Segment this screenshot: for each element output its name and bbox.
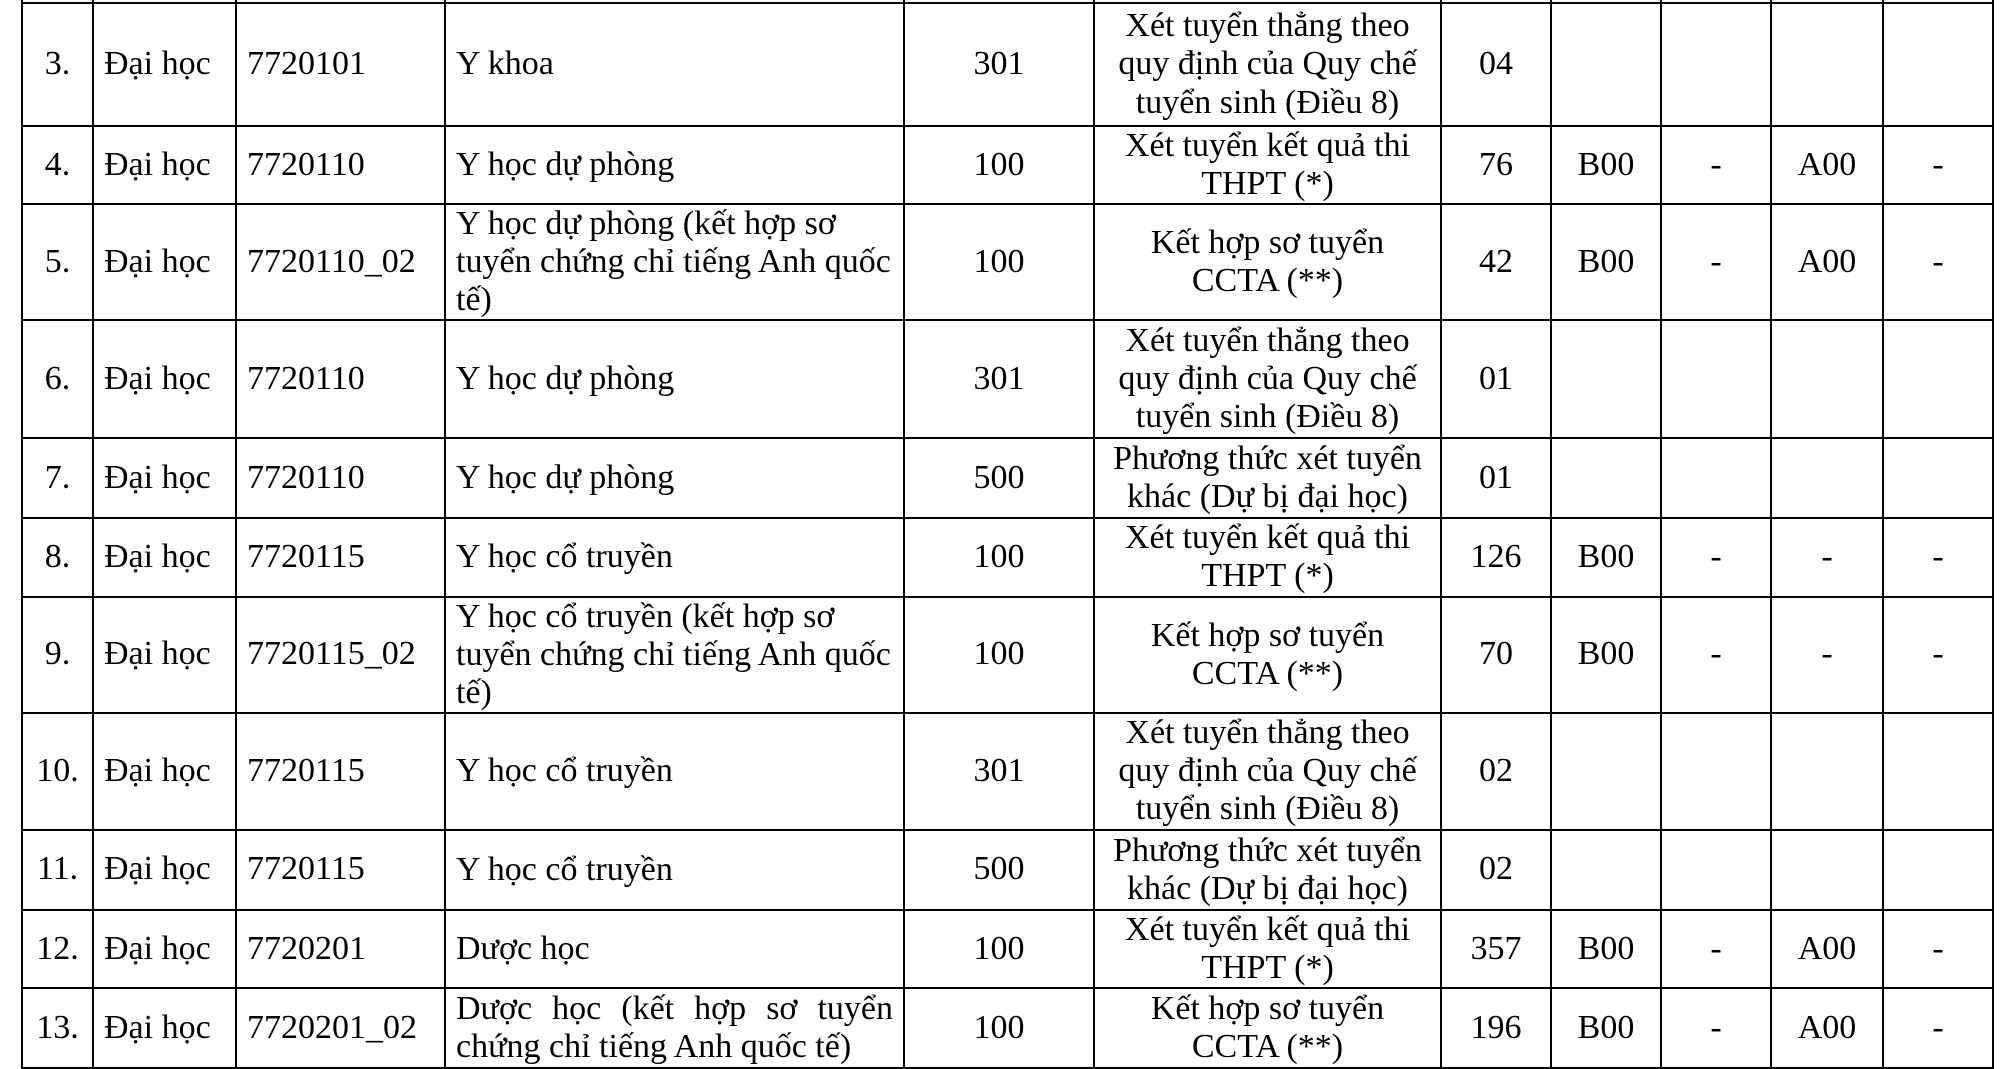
cell-level: Đại học [93,3,236,126]
cell-combo-2 [1661,438,1771,518]
cell-combo-4 [1883,713,1993,830]
cell-stt: 7. [22,438,93,518]
cell-major: Dược học [445,910,904,988]
cell-code: 7720110 [236,320,445,438]
cell-method-name: Kết hợp sơ tuyển CCTA (**) [1094,597,1441,713]
cell-level: Đại học [93,988,236,1068]
table-row [22,204,1993,320]
cell-method-code: 100 [904,204,1094,320]
cell-code: 7720201_02 [236,988,445,1068]
cell-combo-1 [1551,3,1661,126]
cell-combo-4 [1883,830,1993,910]
cell-major: Dược học (kết hợp sơ tuyển chứng chỉ tiếng Anh quốc tế) [445,988,904,1068]
cell-quota: 02 [1441,713,1551,830]
cell-quota: 01 [1441,438,1551,518]
cell-method-code: 301 [904,3,1094,126]
cell-level: Đại học [93,830,236,910]
cell-combo-1: B00 [1551,204,1661,320]
cell-combo-3: A00 [1771,126,1883,204]
cell-combo-4: - [1883,597,1993,713]
cell-code: 7720115 [236,713,445,830]
cell-quota: 70 [1441,597,1551,713]
cell-stt: 11. [22,830,93,910]
cell-method-code: 500 [904,438,1094,518]
cell-stt: 12. [22,910,93,988]
cell-major: Y học dự phòng [445,438,904,518]
cell-code: 7720115 [236,518,445,596]
cell-major: Y học dự phòng (kết hợp sơ tuyển chứng chỉ tiếng Anh quốc tế) [445,204,904,320]
cell-major: Y học cổ truyền [445,713,904,830]
table-row [22,438,1993,518]
cell-combo-3: A00 [1771,204,1883,320]
table-row [22,713,1993,830]
cell-combo-4 [1883,3,1993,126]
cell-major: Y học cổ truyền (kết hợp sơ tuyển chứng chỉ tiếng Anh quốc tế) [445,597,904,713]
cell-quota: 196 [1441,988,1551,1068]
cell-combo-3: A00 [1771,988,1883,1068]
admissions-table [21,0,1994,1069]
cell-combo-4 [1883,320,1993,438]
table-row [22,597,1993,713]
cell-major: Y học cổ truyền [445,830,904,910]
table-row [22,830,1993,910]
cell-combo-4 [1883,438,1993,518]
cell-stt: 13. [22,988,93,1068]
table-row [22,126,1993,204]
cell-method-code: 100 [904,518,1094,596]
cell-combo-3: A00 [1771,910,1883,988]
cell-level: Đại học [93,910,236,988]
cell-level: Đại học [93,438,236,518]
cell-method-name: Kết hợp sơ tuyển CCTA (**) [1094,204,1441,320]
cell-method-code: 100 [904,126,1094,204]
cell-combo-4: - [1883,988,1993,1068]
cell-combo-3 [1771,713,1883,830]
cell-quota: 01 [1441,320,1551,438]
cell-combo-1: B00 [1551,518,1661,596]
cell-method-name: Xét tuyển kết quả thi THPT (*) [1094,910,1441,988]
cell-code: 7720101 [236,3,445,126]
cell-method-name: Xét tuyển kết quả thi THPT (*) [1094,518,1441,596]
cell-combo-1 [1551,320,1661,438]
cell-method-code: 500 [904,830,1094,910]
table-row [22,988,1993,1068]
cell-combo-2 [1661,320,1771,438]
cell-quota: 126 [1441,518,1551,596]
cell-code: 7720110 [236,438,445,518]
cell-quota: 02 [1441,830,1551,910]
table-row [22,910,1993,988]
cell-stt: 3. [22,3,93,126]
cell-quota: 76 [1441,126,1551,204]
cell-method-name: Phương thức xét tuyển khác (Dự bị đại học) [1094,830,1441,910]
cell-stt: 10. [22,713,93,830]
cell-stt: 8. [22,518,93,596]
cell-combo-2 [1661,830,1771,910]
cell-stt: 4. [22,126,93,204]
cell-level: Đại học [93,204,236,320]
cell-combo-4: - [1883,518,1993,596]
cell-combo-3: - [1771,518,1883,596]
cell-method-name: Xét tuyển thẳng theo quy định của Quy chế tuyển sinh (Điều 8) [1094,3,1441,126]
cell-combo-2 [1661,713,1771,830]
cell-method-name: Xét tuyển kết quả thi THPT (*) [1094,126,1441,204]
cell-stt: 9. [22,597,93,713]
cell-method-code: 301 [904,320,1094,438]
cell-combo-3: - [1771,597,1883,713]
cell-combo-4: - [1883,910,1993,988]
cell-stt: 6. [22,320,93,438]
cell-combo-1 [1551,713,1661,830]
cell-major: Y học dự phòng [445,320,904,438]
cell-combo-2: - [1661,910,1771,988]
cell-combo-3 [1771,438,1883,518]
cell-combo-2: - [1661,518,1771,596]
cell-code: 7720110 [236,126,445,204]
cell-code: 7720115_02 [236,597,445,713]
cell-combo-4: - [1883,204,1993,320]
cell-method-code: 301 [904,713,1094,830]
cell-combo-4: - [1883,126,1993,204]
table-row [22,320,1993,438]
cell-major: Y học cổ truyền [445,518,904,596]
table-row [22,3,1993,126]
cell-combo-2: - [1661,988,1771,1068]
cell-level: Đại học [93,320,236,438]
cell-method-name: Kết hợp sơ tuyển CCTA (**) [1094,988,1441,1068]
cell-combo-1: B00 [1551,910,1661,988]
cell-code: 7720201 [236,910,445,988]
cell-major: Y học dự phòng [445,126,904,204]
cell-level: Đại học [93,518,236,596]
cell-combo-2 [1661,3,1771,126]
table-row [22,518,1993,596]
cell-combo-1 [1551,438,1661,518]
cell-combo-1: B00 [1551,597,1661,713]
cell-method-code: 100 [904,597,1094,713]
cell-code: 7720115 [236,830,445,910]
cell-code: 7720110_02 [236,204,445,320]
cell-combo-2: - [1661,597,1771,713]
cell-level: Đại học [93,126,236,204]
cell-combo-2: - [1661,126,1771,204]
cell-combo-2: - [1661,204,1771,320]
cell-combo-3 [1771,3,1883,126]
cell-combo-1: B00 [1551,988,1661,1068]
cell-method-code: 100 [904,910,1094,988]
cell-method-name: Xét tuyển thẳng theo quy định của Quy chế tuyển sinh (Điều 8) [1094,320,1441,438]
cell-major: Y khoa [445,3,904,126]
table-body [22,0,1993,1068]
cell-method-name: Xét tuyển thẳng theo quy định của Quy chế tuyển sinh (Điều 8) [1094,713,1441,830]
cell-quota: 04 [1441,3,1551,126]
cell-combo-1 [1551,830,1661,910]
cell-quota: 357 [1441,910,1551,988]
cell-combo-3 [1771,320,1883,438]
cell-quota: 42 [1441,204,1551,320]
cell-stt: 5. [22,204,93,320]
cell-level: Đại học [93,713,236,830]
cell-level: Đại học [93,597,236,713]
cell-method-code: 100 [904,988,1094,1068]
cell-method-name: Phương thức xét tuyển khác (Dự bị đại học) [1094,438,1441,518]
cell-combo-1: B00 [1551,126,1661,204]
cell-combo-3 [1771,830,1883,910]
